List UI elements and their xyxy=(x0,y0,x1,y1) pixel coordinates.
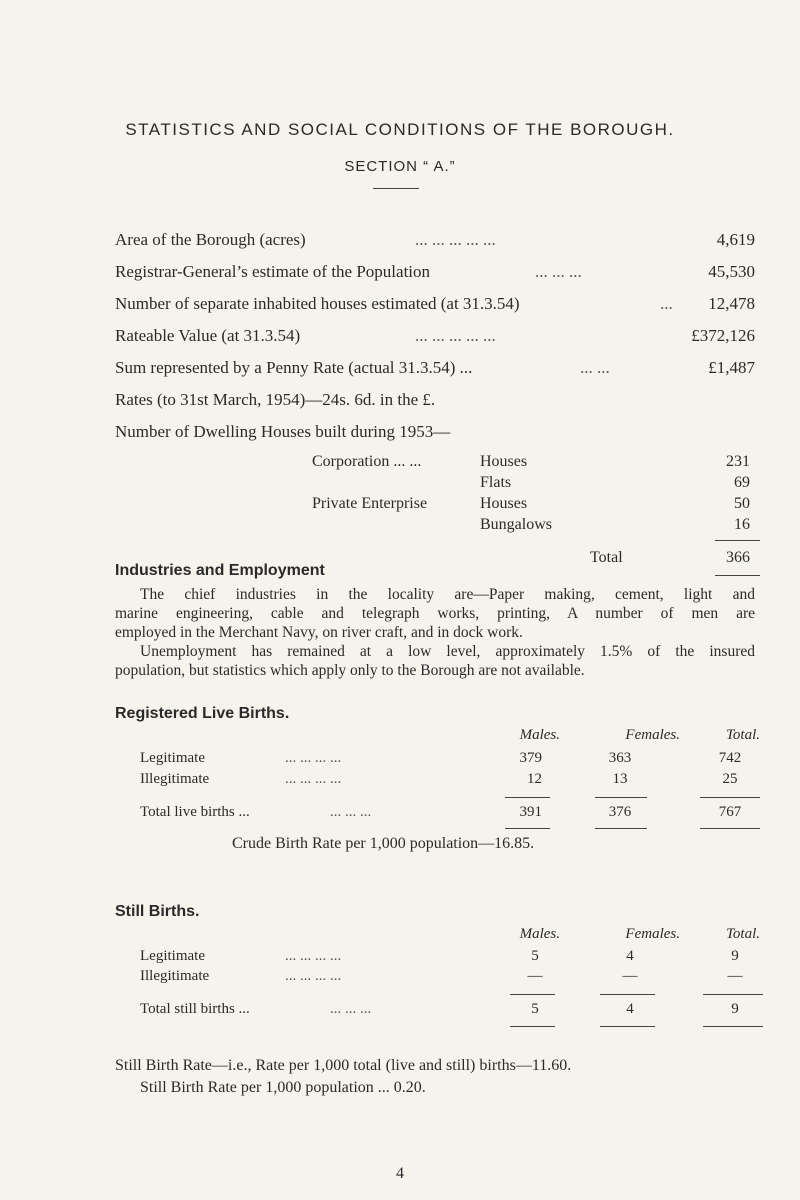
stat-leader: ... xyxy=(660,294,673,313)
sum-rule xyxy=(700,797,760,798)
dwelling-type: Houses xyxy=(480,495,528,512)
stat-value: 4,619 xyxy=(716,230,755,249)
stat-label: Sum represented by a Penny Rate (actual 31.3.54) ... xyxy=(115,358,473,377)
stat-value: £372,126 xyxy=(691,326,755,345)
sum-rule xyxy=(505,797,550,798)
row-label: Total live births ... xyxy=(140,804,250,820)
page-number: 4 xyxy=(396,1165,404,1182)
row-leader: ... ... ... ... xyxy=(285,771,342,787)
stat-label: Registrar-General’s estimate of the Population xyxy=(115,262,431,281)
section-heading: SECTION “ A.” xyxy=(344,158,456,175)
stat-label: Number of separate inhabited houses estimated (at 31.3.54) xyxy=(115,294,520,313)
row-label: Total still births ... xyxy=(140,1001,250,1017)
dwelling-group: Private Enterprise xyxy=(312,495,428,512)
stat-row-dwellings xyxy=(115,422,755,446)
col-header-females: Females. xyxy=(625,926,680,942)
sum-rule xyxy=(510,1026,555,1027)
row-label: Illegitimate xyxy=(140,968,210,984)
stat-label: Number of Dwelling Houses built during 1953— xyxy=(115,422,451,441)
title-divider xyxy=(373,188,419,189)
row-label: Illegitimate xyxy=(140,771,210,787)
sum-rule xyxy=(703,994,763,995)
cell-females: 376 xyxy=(608,804,632,820)
sum-rule xyxy=(600,994,655,995)
col-header-total: Total. xyxy=(725,727,760,743)
stat-leader: ... ... ... xyxy=(535,262,582,281)
industries-heading: Industries and Employment xyxy=(115,562,325,579)
page-title: STATISTICS AND SOCIAL CONDITIONS OF THE BOROUGH. xyxy=(125,120,675,139)
stat-row-area xyxy=(115,230,755,254)
dwelling-type: Bungalows xyxy=(480,516,552,533)
stat-row-houses xyxy=(115,294,755,318)
cell-females: 4 xyxy=(626,948,634,964)
stat-leader: ... ... ... ... ... xyxy=(415,230,496,249)
dwelling-group: Corporation ... ... xyxy=(312,453,422,470)
dwelling-count: 50 xyxy=(734,495,750,512)
dwelling-type: Houses xyxy=(480,453,528,470)
stat-label: Area of the Borough (acres) xyxy=(115,230,306,249)
sum-rule xyxy=(600,1026,655,1027)
paragraph-line: employed in the Merchant Navy, on river craft, and in dock work. xyxy=(115,624,523,641)
dwelling-total-value: 366 xyxy=(726,549,750,566)
col-header-males: Males. xyxy=(519,727,560,743)
sum-rule xyxy=(703,1026,763,1027)
cell-total: 9 xyxy=(731,1001,739,1017)
stat-value: 12,478 xyxy=(708,294,755,313)
cell-total: — xyxy=(727,968,743,984)
dwelling-total-label: Total xyxy=(590,549,623,566)
stat-label: Rates (to 31st March, 1954)—24s. 6d. in the £. xyxy=(115,390,436,409)
stat-leader: ... ... xyxy=(580,358,610,377)
dwelling-count: 231 xyxy=(726,453,750,470)
row-leader: ... ... ... ... xyxy=(285,948,342,964)
row-label: Legitimate xyxy=(140,948,205,964)
stat-row-penny-rate xyxy=(115,358,755,382)
still-birth-rate-population: Still Birth Rate per 1,000 population ... 0.20. xyxy=(140,1079,426,1096)
cell-females: — xyxy=(622,968,638,984)
sum-rule xyxy=(700,828,760,829)
cell-males: 379 xyxy=(519,750,542,766)
still-birth-rate-total: Still Birth Rate—i.e., Rate per 1,000 total (live and still) births—11.60. xyxy=(115,1057,572,1074)
stat-row-rates xyxy=(115,390,755,414)
row-label: Legitimate xyxy=(140,750,205,766)
industries-paragraph xyxy=(115,585,755,680)
col-header-males: Males. xyxy=(519,926,560,942)
cell-total: 9 xyxy=(731,948,739,964)
cell-females: 363 xyxy=(608,750,632,766)
cell-females: 4 xyxy=(626,1001,634,1017)
sum-rule xyxy=(505,828,550,829)
stat-value: 45,530 xyxy=(708,262,755,281)
row-leader: ... ... ... ... xyxy=(285,750,342,766)
cell-total: 767 xyxy=(718,804,742,820)
total-rule xyxy=(715,575,760,576)
sum-rule xyxy=(595,797,647,798)
cell-total: 25 xyxy=(722,771,738,787)
sum-rule xyxy=(510,994,555,995)
still-births-heading: Still Births. xyxy=(115,903,200,920)
stat-leader: ... ... ... ... ... xyxy=(415,326,496,345)
stat-label: Rateable Value (at 31.3.54) xyxy=(115,326,301,345)
stat-value: £1,487 xyxy=(708,358,755,377)
cell-males: 5 xyxy=(531,1001,539,1017)
total-rule xyxy=(715,540,760,541)
cell-total: 742 xyxy=(718,750,742,766)
paragraph-line: Unemployment has remained at a low level, approximately 1.5% of the insured xyxy=(140,643,755,660)
dwelling-type: Flats xyxy=(480,474,512,491)
paragraph-line: The chief industries in the locality are—Paper making, cement, light and xyxy=(140,586,755,603)
crude-birth-rate: Crude Birth Rate per 1,000 population—16.85. xyxy=(232,835,535,852)
live-births-heading: Registered Live Births. xyxy=(115,705,290,722)
stat-row-population xyxy=(115,262,755,286)
stat-row-rateable-value xyxy=(115,326,755,350)
cell-males: — xyxy=(527,968,543,984)
paragraph-line: marine engineering, cable and telegraph works, printing, A number of men are xyxy=(115,605,755,622)
col-header-total: Total. xyxy=(725,926,760,942)
dwelling-count: 16 xyxy=(734,516,750,533)
row-leader: ... ... ... xyxy=(330,804,372,820)
cell-females: 13 xyxy=(612,771,628,787)
sum-rule xyxy=(595,828,647,829)
cell-males: 5 xyxy=(531,948,539,964)
cell-males: 391 xyxy=(519,804,542,820)
col-header-females: Females. xyxy=(625,727,680,743)
paragraph-line: population, but statistics which apply only to the Borough are not available. xyxy=(115,662,585,679)
row-leader: ... ... ... xyxy=(330,1001,372,1017)
cell-males: 12 xyxy=(527,771,542,787)
row-leader: ... ... ... ... xyxy=(285,968,342,984)
dwelling-count: 69 xyxy=(734,474,750,491)
